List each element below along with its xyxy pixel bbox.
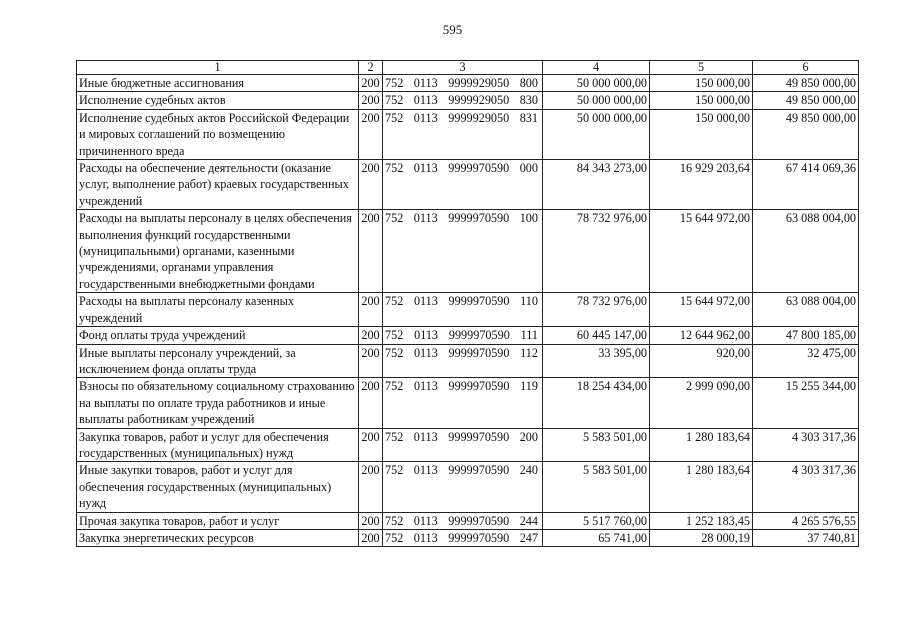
row-value-6: 37 740,81: [753, 529, 859, 546]
row-name: Закупка товаров, работ и услуг для обеспечения государственных (муниципальных) нужд: [77, 428, 359, 462]
row-code-admin: 752: [385, 463, 404, 478]
row-code-target: 9999970590: [448, 294, 510, 309]
row-code-section: 0113: [413, 530, 438, 545]
row-value-6: 32 475,00: [753, 344, 859, 378]
row-code-3: [383, 378, 543, 428]
row-code-3: [383, 109, 543, 159]
row-code-admin: 752: [385, 530, 404, 545]
table-row: [77, 210, 859, 293]
table-row: [77, 327, 859, 344]
row-code-type: 111: [520, 328, 538, 343]
row-code-type: 244: [519, 513, 538, 528]
row-code-3: [383, 428, 543, 462]
row-code-section: 0113: [414, 328, 439, 343]
row-code-section: 0113: [413, 429, 438, 444]
row-name: Иные выплаты персоналу учреждений, за исключением фонда оплаты труда: [77, 344, 359, 378]
row-value-6: 15 255 344,00: [753, 378, 859, 428]
row-value-4: 5 517 760,00: [543, 512, 650, 529]
row-code-type: 247: [519, 530, 538, 545]
row-code-target: 9999970590: [448, 328, 510, 343]
row-code-type: 800: [519, 76, 538, 90]
row-value-6: 49 850 000,00: [753, 92, 859, 109]
row-value-5: 150 000,00: [650, 109, 753, 159]
row-code-2: 200: [359, 327, 383, 344]
row-value-4: 5 583 501,00: [543, 428, 650, 462]
table-row: [77, 512, 859, 529]
row-value-6: 63 088 004,00: [753, 293, 859, 327]
row-value-5: 1 252 183,45: [650, 512, 753, 529]
row-code-target: 9999929050: [448, 110, 510, 125]
table-row: [77, 92, 859, 109]
table-row: [77, 378, 859, 428]
row-value-4: 84 343 273,00: [543, 160, 650, 210]
row-code-target: 9999970590: [448, 463, 510, 478]
row-code-type: 200: [519, 429, 538, 444]
row-code-2: 200: [359, 344, 383, 378]
row-name: Расходы на выплаты персоналу в целях обеспечения выполнения функций государственными (муниципальными) органами, казенными учреждениями, органами управления государственными внебюджетными фондами: [77, 210, 359, 293]
row-code-2: 200: [359, 462, 383, 512]
row-code-type: 830: [519, 93, 538, 108]
row-value-5: 15 644 972,00: [650, 210, 753, 293]
row-code-admin: 752: [385, 110, 404, 125]
row-code-2: 200: [359, 75, 383, 92]
row-value-5: 150 000,00: [650, 75, 753, 92]
row-value-5: 1 280 183,64: [650, 462, 753, 512]
row-value-5: 2 999 090,00: [650, 378, 753, 428]
row-name: Исполнение судебных актов Российской Федерации и мировых соглашений по возмещению причиненного вреда: [77, 109, 359, 159]
row-code-3: [383, 210, 543, 293]
table-header-row: [77, 61, 859, 75]
row-code-3: [383, 293, 543, 327]
row-code-section: 0113: [413, 513, 438, 528]
row-code-type: 240: [519, 463, 538, 478]
row-code-admin: 752: [385, 211, 404, 226]
row-code-section: 0113: [413, 294, 438, 309]
row-code-section: 0113: [413, 211, 438, 226]
table-row: [77, 462, 859, 512]
table-row: [77, 428, 859, 462]
column-header-4: 4: [543, 61, 650, 75]
budget-table: [76, 60, 859, 547]
row-value-4: 5 583 501,00: [543, 462, 650, 512]
row-code-2: 200: [359, 210, 383, 293]
column-header-5: 5: [650, 61, 753, 75]
row-value-4: 18 254 434,00: [543, 378, 650, 428]
row-value-5: 16 929 203,64: [650, 160, 753, 210]
row-code-admin: 752: [385, 429, 404, 444]
row-code-section: 0113: [413, 345, 438, 360]
row-code-3: [383, 512, 543, 529]
row-name: Иные бюджетные ассигнования: [77, 75, 359, 92]
row-code-2: 200: [359, 109, 383, 159]
row-code-section: 0113: [413, 463, 438, 478]
row-value-5: 15 644 972,00: [650, 293, 753, 327]
row-code-section: 0113: [413, 93, 438, 108]
row-value-6: 4 265 576,55: [753, 512, 859, 529]
row-code-3: [383, 92, 543, 109]
row-value-6: 4 303 317,36: [753, 428, 859, 462]
row-value-4: 78 732 976,00: [543, 210, 650, 293]
row-value-4: 50 000 000,00: [543, 92, 650, 109]
row-value-6: 63 088 004,00: [753, 210, 859, 293]
row-code-section: 0113: [413, 161, 438, 176]
table-row: [77, 160, 859, 210]
row-code-3: [383, 529, 543, 546]
row-code-3: [383, 462, 543, 512]
row-code-target: 9999970590: [448, 379, 510, 394]
row-code-target: 9999970590: [448, 429, 510, 444]
row-code-type: 100: [519, 211, 538, 226]
row-value-6: 49 850 000,00: [753, 75, 859, 92]
row-code-section: 0113: [413, 110, 438, 125]
row-code-2: 200: [359, 293, 383, 327]
row-code-admin: 752: [385, 294, 404, 309]
row-code-admin: 752: [385, 161, 404, 176]
row-value-6: 47 800 185,00: [753, 327, 859, 344]
row-value-4: 50 000 000,00: [543, 75, 650, 92]
row-value-4: 78 732 976,00: [543, 293, 650, 327]
row-code-2: 200: [359, 428, 383, 462]
row-code-section: 0113: [413, 76, 438, 90]
row-code-3: [383, 327, 543, 344]
row-code-2: 200: [359, 512, 383, 529]
row-value-4: 50 000 000,00: [543, 109, 650, 159]
row-code-2: 200: [359, 529, 383, 546]
row-code-type: 119: [520, 379, 538, 394]
row-value-4: 65 741,00: [543, 529, 650, 546]
page-number: 595: [442, 22, 463, 37]
row-code-target: 9999970590: [448, 513, 510, 528]
row-value-6: 49 850 000,00: [753, 109, 859, 159]
row-code-3: [383, 160, 543, 210]
column-header-1: 1: [77, 61, 359, 75]
row-code-target: 9999970590: [448, 161, 510, 176]
row-name: Расходы на выплаты персоналу казенных учреждений: [77, 293, 359, 327]
row-code-admin: 752: [385, 76, 404, 90]
row-code-admin: 752: [385, 345, 404, 360]
row-code-target: 9999970590: [448, 345, 510, 360]
row-code-type: 110: [520, 294, 538, 309]
row-value-5: 12 644 962,00: [650, 327, 753, 344]
row-name: Иные закупки товаров, работ и услуг для обеспечения государственных (муниципальных) нужд: [77, 462, 359, 512]
table-row: [77, 109, 859, 159]
row-name: Исполнение судебных актов: [77, 92, 359, 109]
row-code-type: 831: [519, 110, 538, 125]
table-row: [77, 75, 859, 92]
column-header-2: 2: [359, 61, 383, 75]
row-code-3: [383, 75, 543, 92]
row-code-target: 9999970590: [448, 211, 510, 226]
row-code-admin: 752: [385, 379, 404, 394]
row-code-section: 0113: [413, 379, 438, 394]
row-name: Закупка энергетических ресурсов: [77, 529, 359, 546]
row-value-4: 60 445 147,00: [543, 327, 650, 344]
row-name: Фонд оплаты труда учреждений: [77, 327, 359, 344]
table-row: [77, 529, 859, 546]
row-value-6: 67 414 069,36: [753, 160, 859, 210]
row-value-6: 4 303 317,36: [753, 462, 859, 512]
row-code-target: 9999929050: [448, 93, 510, 108]
row-value-5: 150 000,00: [650, 92, 753, 109]
row-code-2: 200: [359, 378, 383, 428]
column-header-3: 3: [383, 61, 543, 75]
column-header-6: 6: [753, 61, 859, 75]
row-name: Взносы по обязательному социальному страхованию на выплаты по оплате труда работников и иные выплаты работникам учреждений: [77, 378, 359, 428]
table-row: [77, 344, 859, 378]
row-value-4: 33 395,00: [543, 344, 650, 378]
row-name: Прочая закупка товаров, работ и услуг: [77, 512, 359, 529]
row-code-2: 200: [359, 92, 383, 109]
row-code-admin: 752: [385, 328, 404, 343]
row-value-5: 28 000,19: [650, 529, 753, 546]
row-code-admin: 752: [385, 93, 404, 108]
row-code-admin: 752: [385, 513, 404, 528]
row-value-5: 920,00: [650, 344, 753, 378]
table-row: [77, 293, 859, 327]
row-code-3: [383, 344, 543, 378]
row-code-type: 000: [519, 161, 538, 176]
row-code-target: 9999929050: [448, 76, 510, 90]
row-code-2: 200: [359, 160, 383, 210]
row-name: Расходы на обеспечение деятельности (оказание услуг, выполнение работ) краевых государственных учреждений: [77, 160, 359, 210]
row-code-type: 112: [520, 345, 538, 360]
row-code-target: 9999970590: [448, 530, 510, 545]
row-value-5: 1 280 183,64: [650, 428, 753, 462]
